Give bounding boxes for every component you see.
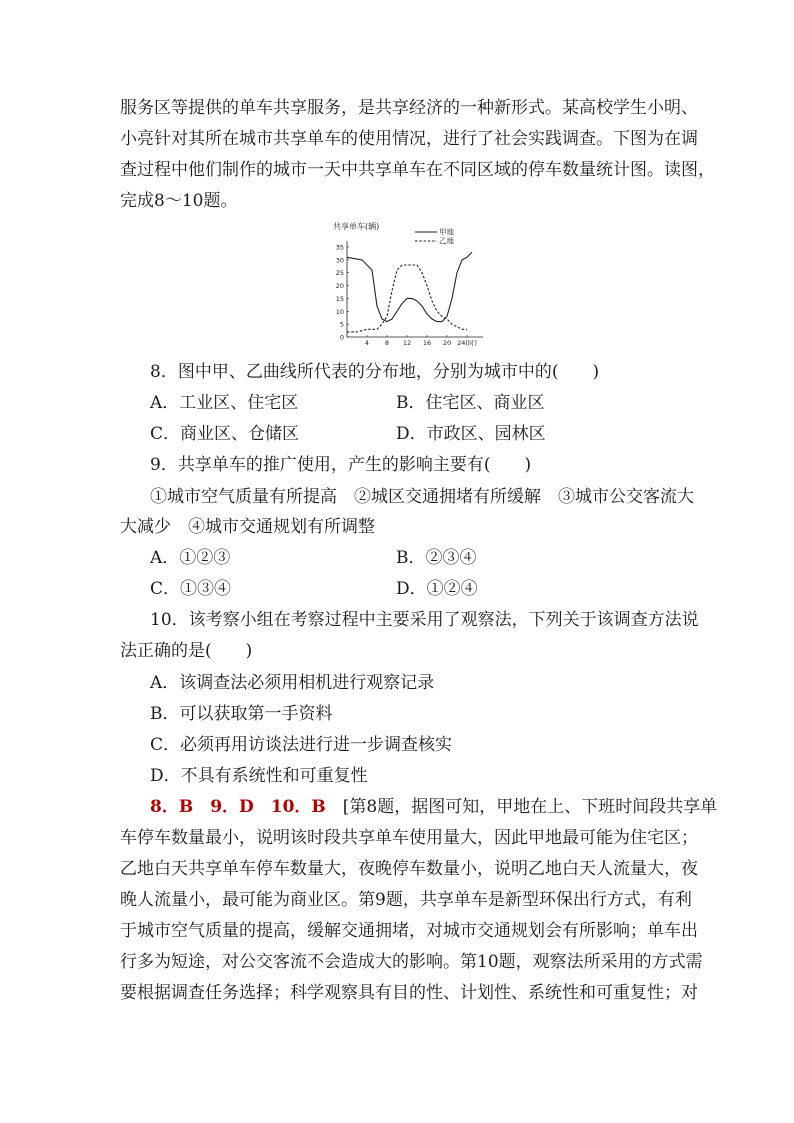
x-tick-label: 16 — [422, 339, 432, 347]
intro-line: 服务区等提供的单车共享服务，是共享经济的一种新形式。某高校学生小明、 — [120, 98, 698, 118]
answer-explanation: 车停车数量最小，说明该时段共享单车使用量大，因此甲地最可能为住宅区； — [120, 828, 698, 848]
answer-explanation: 晚人流量小，最可能为商业区。第9题，共享单车是新型环保出行方式，有利 — [120, 890, 692, 910]
q10-option-d: D．不具有系统性和可重复性 — [150, 766, 368, 786]
q9-statements: ①城市空气质量有所提高 ②城区交通拥堵有所缓解 ③城市公交客流大 — [150, 487, 694, 507]
y-tick-label: 15 — [335, 294, 344, 303]
answer-explanation: [第8题，据图可知，甲地在上、下班时间段共享单 — [325, 797, 718, 817]
q8-option-b: B．住宅区、商业区 — [396, 393, 545, 413]
chart-y-axis-label: 共享单车(辆) — [333, 222, 380, 231]
intro-line: 完成8～10题。 — [120, 191, 238, 211]
q8-option-d: D．市政区、园林区 — [396, 424, 546, 444]
q10-stem: 10．该考察小组在考察过程中主要采用了观察法，下列关于该调查方法说 — [150, 610, 699, 630]
y-tick-label: 25 — [335, 269, 344, 278]
q9-option-d: D．①②④ — [396, 579, 478, 599]
y-tick-label: 10 — [335, 307, 344, 316]
intro-line: 查过程中他们制作的城市一天中共享单车在不同区域的停车数量统计图。读图， — [120, 160, 715, 180]
chart-series — [347, 252, 472, 332]
x-tick-label: 20 — [442, 339, 452, 347]
answer-key: 8．B 9．D 10．B — [150, 797, 326, 817]
answer-explanation: 要根据调查任务选择；科学观察具有目的性、计划性、系统性和可重复性；对 — [120, 983, 698, 1003]
y-tick-label: 20 — [335, 282, 344, 291]
q10-option-b: B．可以获取第一手资料 — [150, 704, 333, 724]
answer-explanation: 于城市空气质量的提高，缓解交通拥堵，对城市交通规划会有所影响；单车出 — [120, 921, 698, 941]
q10-option-c: C．必须再用访谈法进行进一步调查核实 — [150, 735, 453, 755]
q9-stem: 9．共享单车的推广使用，产生的影响主要有( ) — [150, 455, 532, 475]
legend-label: 乙地 — [439, 236, 454, 246]
q8-option-a: A．工业区、住宅区 — [150, 393, 299, 413]
series-line-1 — [347, 252, 472, 322]
x-tick-label: 4 — [364, 339, 370, 347]
q10-option-a: A．该调查法必须用相机进行观察记录 — [150, 673, 435, 693]
y-tick-label: 0 — [339, 333, 344, 342]
q9-option-a: A．①②③ — [150, 548, 231, 568]
x-tick-label: 24(时) — [457, 339, 477, 347]
answer-line — [150, 796, 717, 818]
legend-label: 甲地 — [439, 227, 454, 237]
chart-legend — [415, 227, 454, 246]
q10-stem-cont: 法正确的是( ) — [120, 641, 253, 661]
answer-explanation: 乙地白天共享单车停车数量大，夜晚停车数量小，说明乙地白天人流量大，夜 — [120, 859, 698, 879]
q8-stem: 8．图中甲、乙曲线所代表的分布地，分别为城市中的( ) — [150, 362, 600, 382]
q9-option-b: B．②③④ — [396, 548, 477, 568]
intro-line: 小亮针对其所在城市共享单车的使用情况，进行了社会实践调查。下图为在调 — [120, 129, 698, 149]
q9-option-c: C．①③④ — [150, 579, 232, 599]
y-tick-label: 5 — [339, 320, 344, 329]
chart-axes — [347, 241, 483, 337]
x-tick-label: 8 — [384, 339, 390, 347]
y-tick-label: 30 — [335, 256, 344, 265]
x-tick-label: 12 — [402, 339, 412, 347]
bike-parking-chart — [325, 218, 495, 353]
answer-explanation: 行多为短途，对公交客流不会造成大的影响。第10题，观察法所采用的方式需 — [120, 952, 703, 972]
y-tick-label: 35 — [335, 243, 344, 252]
q9-statements-cont: 大减少 ④城市交通规划有所调整 — [120, 517, 375, 537]
q8-option-c: C．商业区、仓储区 — [150, 424, 300, 444]
